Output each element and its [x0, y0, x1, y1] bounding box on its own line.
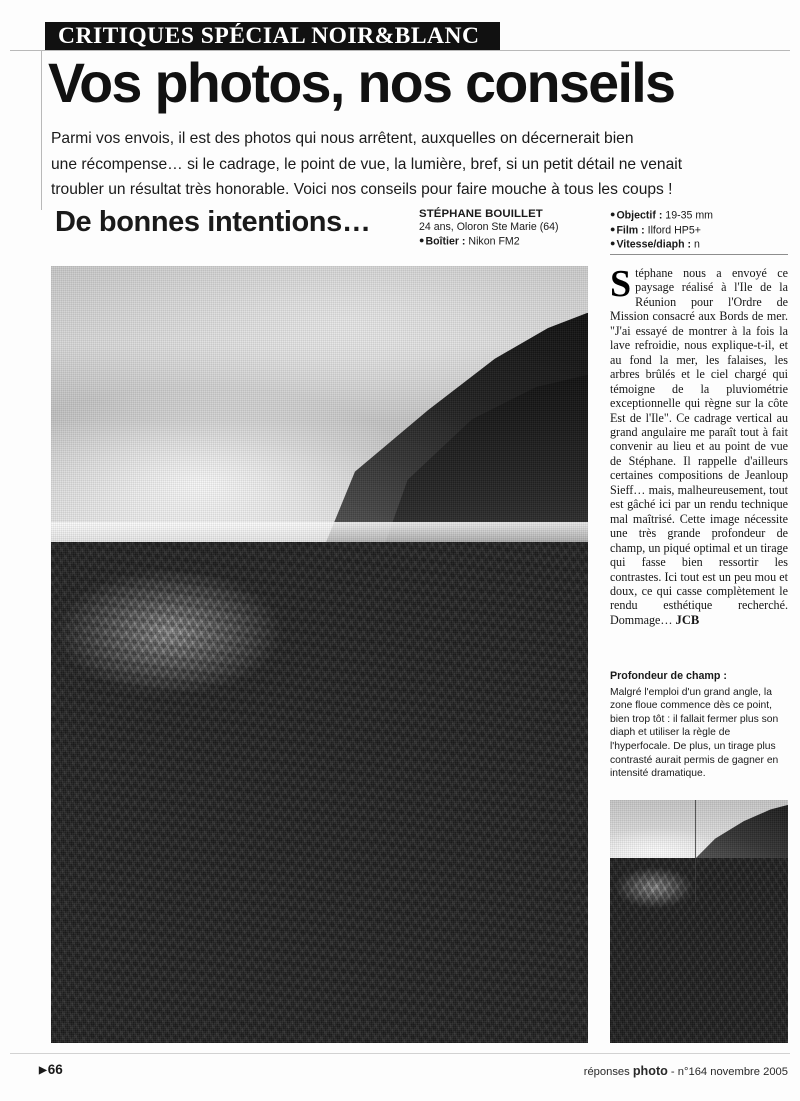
page-number-value: 66 [47, 1062, 63, 1077]
drop-cap: S [610, 263, 632, 305]
tip-box [610, 670, 788, 781]
standfirst-line-1: Parmi vos envois, il est des photos qui nous arrêtent, auxquelles on décernerait bien [51, 130, 634, 147]
standfirst [51, 126, 779, 203]
photographer-credits [419, 208, 599, 249]
colophon [584, 1064, 788, 1078]
photo-lava-field-region [51, 542, 588, 1043]
left-vertical-rule [41, 50, 42, 210]
standfirst-line-3: troubler un résultat très honorable. Voici nos conseils pour faire mouche à tous les coups ! [51, 181, 673, 198]
bullet-icon: ● [610, 209, 616, 219]
lens-value: 19-35 mm [662, 209, 713, 222]
lens-spec [610, 208, 790, 223]
triangle-icon: ▶ [39, 1065, 47, 1076]
colophon-prefix: réponses [583, 1066, 633, 1078]
film-label: Film : [616, 224, 645, 237]
standfirst-line-2: une récompense… si le cadrage, le point de vue, la lumière, bref, si un petit détail ne venait [51, 155, 683, 173]
credits-divider-rule [610, 254, 788, 255]
camera-body-label: Boîtier : [425, 235, 466, 248]
camera-body-value: Nikon FM2 [465, 235, 520, 248]
camera-body-spec [419, 234, 599, 249]
photographer-name: STÉPHANE BOUILLET [419, 208, 543, 220]
tip-text: Malgré l'emploi d'un grand angle, la zone floue commence dès ce point, bien trop tôt : il fallait fermer plus son diaph et utiliser la règle de l'hyperfocale. De plus, un tirage plus contrasté aurait permis de gagner en intensité dramatique. [610, 686, 779, 780]
inset-photo [610, 800, 788, 1043]
photographer-details: 24 ans, Oloron Ste Marie (64) [419, 221, 559, 234]
exposure-value: n [691, 238, 700, 251]
colophon-suffix: - n°164 novembre 2005 [667, 1066, 788, 1078]
technical-specs [610, 208, 790, 252]
lens-label: Objectif : [616, 209, 663, 222]
section-kicker-bar: CRITIQUES SPÉCIAL NOIR&BLANC [45, 22, 500, 50]
section-title: De bonnes intentions… [55, 206, 371, 238]
colophon-brand: photo [632, 1064, 668, 1078]
article-signature: JCB [675, 612, 700, 627]
bullet-icon: ● [610, 238, 616, 249]
page-title: Vos photos, nos conseils [48, 51, 675, 114]
main-photo [51, 266, 588, 1043]
bullet-icon: ● [610, 223, 616, 234]
article-text: téphane nous a envoyé ce paysage réalisé à l'Ile de la Réunion pour l'Ordre de Mission consacré aux Bords de mer. "J'ai essayé de montrer à la fois la lave refroidie, nous explique-t-il, et au fond la mer, les falaises, les arbres brûlés et le ciel chargé qui témoigne de la pluviométrie exceptionnelle qui règne sur la côte Est de l'Ile". Ce cadrage vertical au grand angulaire me paraît tout à fait convenir au lieu et au point de vue de Stéphane. Il rappelle d'ailleurs certaines compositions de Jeanloup Sieff… mais, malheureusement, tout est gâché ici par un rendu technique mal maîtrisé. Cette image nécessite une très grande profondeur de champ, un piqué optimal et un tirage qui fasse bien ressortir les contrastes. Ici tout est un peu mou et doux, ce qui casse complètement le rendu esthétique recherché. Dommage… [610, 266, 788, 627]
page-number [39, 1062, 63, 1077]
tip-title: Profondeur de champ : [610, 670, 727, 682]
film-value: Ilford HP5+ [644, 224, 701, 237]
article-body [610, 263, 788, 627]
bullet-icon: ● [419, 235, 425, 246]
film-spec [610, 223, 790, 238]
footer-rule [10, 1053, 790, 1054]
exposure-label: Vitesse/diaph : [616, 238, 692, 251]
exposure-spec [610, 237, 790, 252]
inset-halftone-grain [610, 800, 788, 1043]
